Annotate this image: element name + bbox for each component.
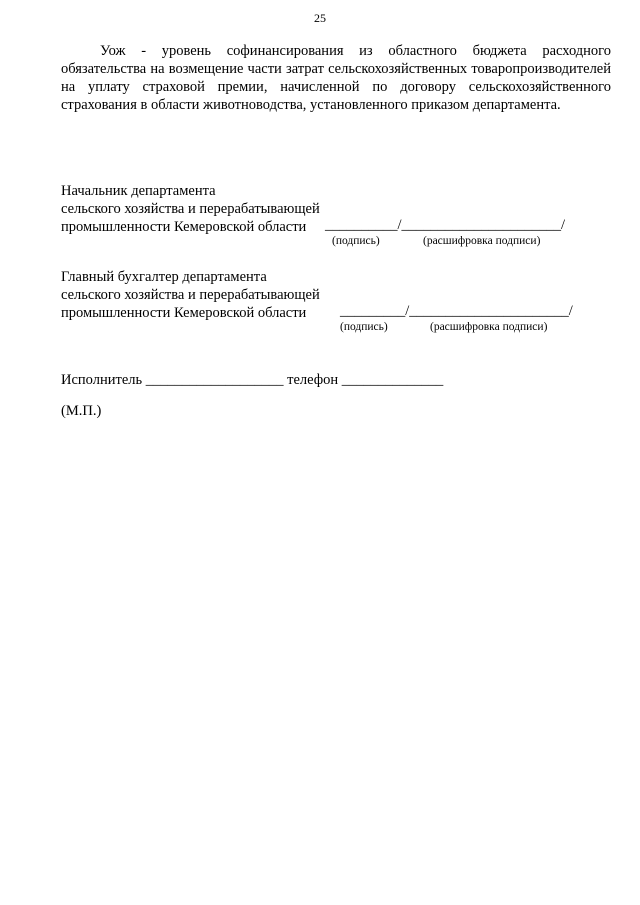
signature-head-caption-sign: (подпись) — [332, 235, 380, 247]
executor-blank: ___________________ — [145, 372, 284, 388]
signature-block-head — [61, 182, 320, 236]
signature-accountant-org-line2: промышленности Кемеровской области — [61, 305, 307, 321]
signature-head-fields: __________/______________________/ — [325, 217, 566, 233]
stamp-place: (М.П.) — [61, 403, 102, 419]
page-number: 25 — [314, 11, 326, 25]
signature-head-title: Начальник департамента — [61, 183, 216, 199]
signature-block-accountant — [61, 268, 320, 322]
signature-head-org-line1: сельского хозяйства и перерабатывающей — [61, 201, 320, 217]
signature-head-org-line2: промышленности Кемеровской области — [61, 219, 307, 235]
executor-line — [61, 372, 443, 389]
phone-blank: ______________ — [341, 372, 444, 388]
signature-accountant-caption-sign: (подпись) — [340, 321, 388, 333]
signature-accountant-title: Главный бухгалтер департамента — [61, 269, 267, 285]
signature-accountant-org-line1: сельского хозяйства и перерабатывающей — [61, 287, 320, 303]
phone-label: телефон — [287, 372, 339, 388]
signature-accountant-fields: _________/______________________/ — [340, 303, 573, 319]
definition-paragraph: Уож - уровень софинансирования из областного бюджета расходного обязательства на возмещение части затрат сельскохозяйственных товаропроизводителей на уплату страховой премии, начисленной по договору сельскохозяйственного страхования в области животноводства, установленного приказом департамента. — [61, 43, 611, 113]
signature-accountant-caption-decode: (расшифровка подписи) — [430, 321, 548, 333]
signature-head-caption-decode: (расшифровка подписи) — [423, 235, 541, 247]
executor-label: Исполнитель — [61, 372, 143, 388]
